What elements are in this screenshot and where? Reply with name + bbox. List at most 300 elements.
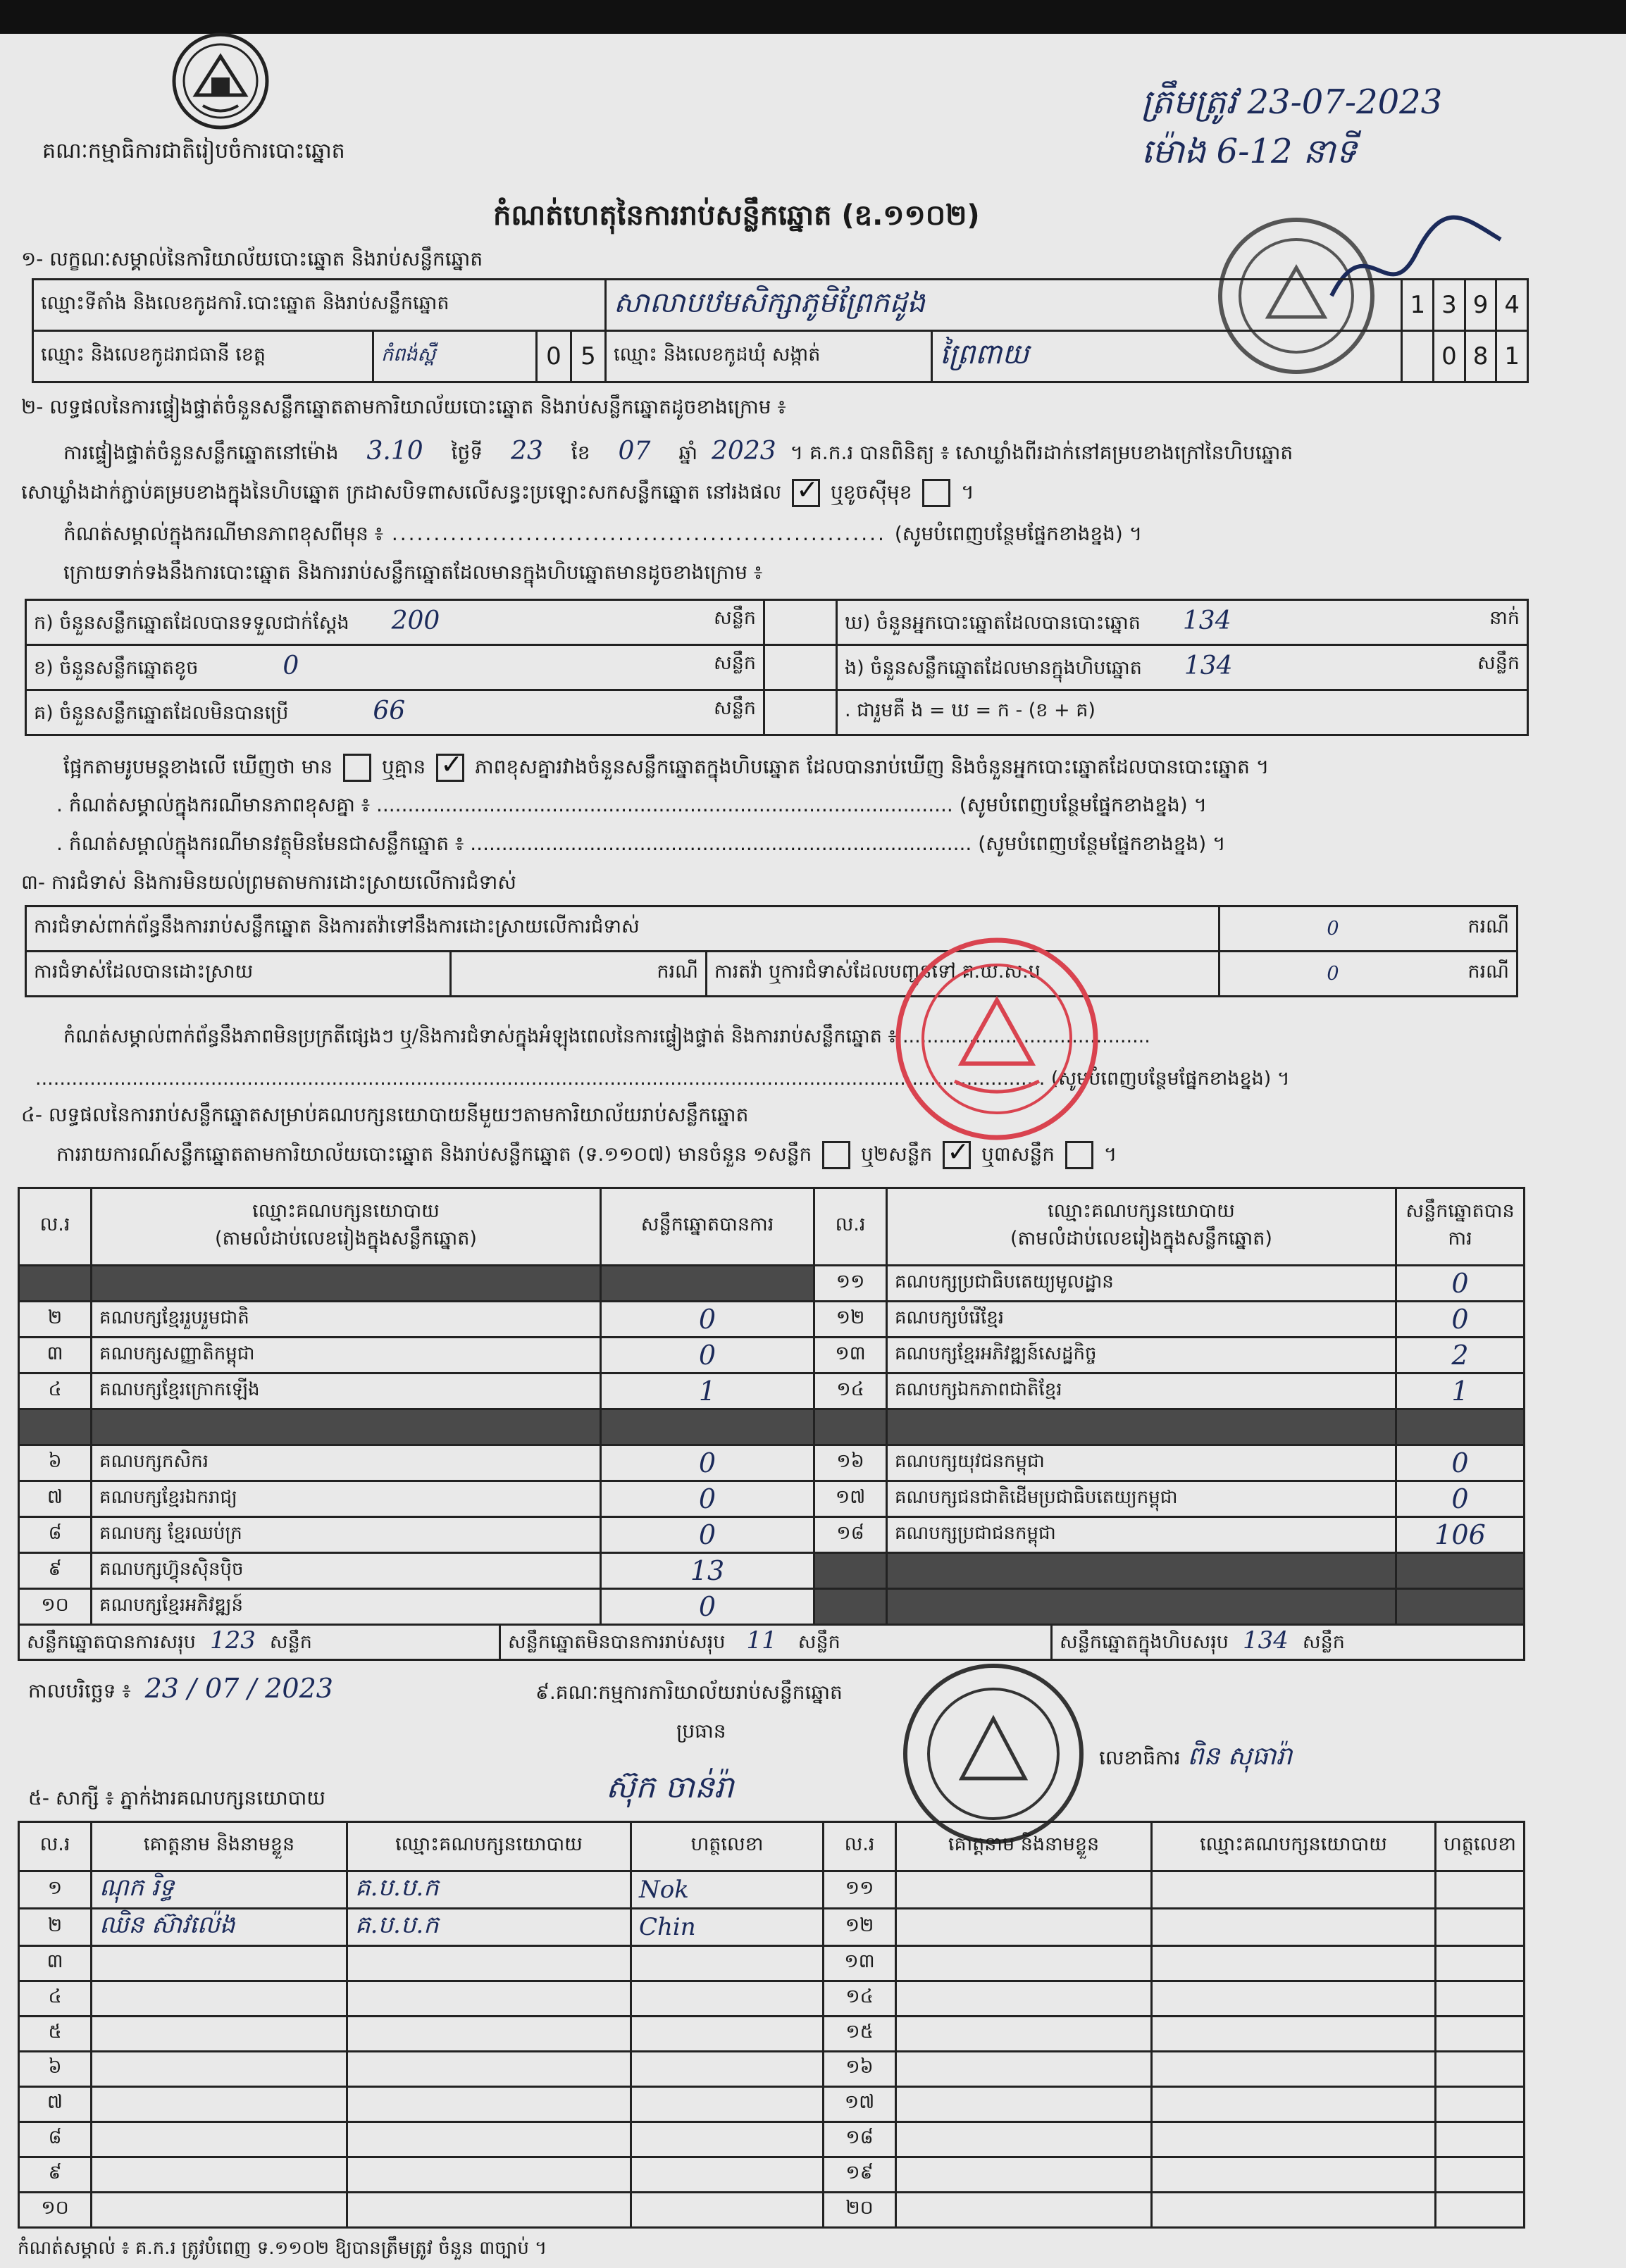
voters-value: 134 [1182,606,1231,635]
irregularity-note-line: កំណត់សម្គាល់ពាក់ព័ន្ធនឹងភាពមិនប្រក្រតីផ្សេងៗ ឬ/និងការជំទាស់ក្នុងអំឡុងពេលនៃការផ្ទៀងផ្ទាត់ និងការរាប់សន្លឹកឆ្នោត ៖ ......................................... [63,1026,1150,1047]
verification-hour-label: ការផ្ទៀងផ្ទាត់ចំនួនសន្លឹកឆ្នោតនៅម៉ោង [63,441,339,464]
chair-name: ស៊ុក ចាន់រ៉ា [606,1769,734,1805]
results-intro: ក្រោយទាក់ទងនឹងការបោះឆ្នោត និងការរាប់សន្លឹកឆ្នោតដែលមានក្នុងហិបឆ្នោតមានដូចខាងក្រោម ៖ [63,561,763,584]
location-code-digit: 1 [1403,280,1433,330]
witness-signature [631,2193,824,2228]
sheet-unit: សន្លឹក [714,697,756,719]
witness-party [347,1981,631,2017]
handwritten-approval-note: ត្រឹមត្រូវ 23-07-2023 ម៉ោង 6-12 នាទី [1141,82,1443,171]
col-party-header: ឈ្មោះគណបក្សនយោបាយ [347,1822,631,1871]
witness-party [347,2017,631,2052]
totals-table [18,1624,1525,1661]
party-row [19,1445,1525,1481]
col-party-header: ឈ្មោះគណបក្សនយោបាយ [1152,1822,1436,1871]
col-no-header: ល.រ [814,1188,887,1266]
unused-ballots-value: 66 [373,696,406,725]
col-party-subtitle: (តាមលំដាប់លេខរៀងក្នុងសន្លឹកឆ្នោត) [1010,1227,1272,1250]
party-number: ៤ [19,1373,92,1409]
party-number: ១៦ [814,1445,887,1481]
witness-signature [631,2017,824,2052]
person-unit: នាក់ [1489,606,1520,629]
sheet-unit: សន្លឹក [269,1631,312,1653]
party-number: ១១ [814,1266,887,1302]
year-label: ឆ្នាំ [678,441,698,464]
witness-name [896,2017,1152,2052]
col-party-title: ឈ្មោះគណបក្សនយោបាយ [1048,1200,1235,1222]
seal-damaged-label: ឬខូចស៊ីមុខ [830,480,912,504]
witness-signature [1436,2052,1525,2087]
col-party-header [887,1188,1396,1266]
col-sign-header: ហត្ថលេខា [631,1822,824,1871]
sheets-two-checkbox[interactable] [943,1141,971,1169]
party-name: គណបក្សឯកភាពជាតិខ្មែរ [887,1373,1396,1409]
seal-damaged-checkbox[interactable] [922,479,950,507]
witness-number: ២ [19,1909,92,1946]
verification-hour: 3.10 [366,437,423,466]
witness-number: ១១ [824,1871,896,1909]
party-number: ៩ [19,1553,92,1589]
party-votes: 0 [601,1481,814,1517]
forwarded-complaints-value: 0 [1220,952,1446,997]
witness-table [18,1821,1525,2229]
total-invalid-cell [500,1625,1052,1660]
irregularity-note-line2: ....................................................................................................................................................................... (សូមបំពេញបន្ថែមផ្នែកខាងខ្នង) ។ [35,1068,1290,1090]
report-sheets-three-label: ឬ៣សន្លឹក [981,1142,1055,1166]
date-line [28,1673,333,1707]
witness-name [896,1909,1152,1946]
witness-signature [631,2087,824,2122]
party-row [19,1589,1525,1625]
party-row [19,1481,1525,1517]
party-votes: 106 [1396,1517,1525,1553]
witness-signature [631,1981,824,2017]
difference-note-label: កំណត់សម្គាល់ក្នុងករណីមានភាពខុសពីមុន ៖ [63,522,383,545]
lock-check-text: ។ គ.ក.រ បានពិនិត្យ ៖ សោឃ្លាំងពីរដាក់នៅគម្របខាងក្រៅនៃហិបឆ្នោត [790,441,1293,464]
party-row [19,1338,1525,1373]
received-ballots-value: 200 [391,606,440,635]
party-votes [601,1409,814,1445]
secretary-name: ពិន សុធារ៉ា [1187,1742,1293,1771]
section3-title: ៣- ការជំទាស់ និងការមិនយល់ព្រមតាមការដោះស្រាយលើការជំទាស់ [21,871,516,894]
col-party-title: ឈ្មោះគណបក្សនយោបាយ [252,1200,440,1222]
party-name [92,1409,601,1445]
witness-party [1152,1871,1436,1909]
witness-row [19,1871,1525,1909]
witness-name [92,1946,347,1981]
date-value: 23 / 07 / 2023 [144,1673,333,1704]
location-code-digit: 4 [1504,291,1520,319]
party-name: គណបក្សខ្មែរក្រោកឡើង [92,1373,601,1409]
witness-name [92,2087,347,2122]
note-foreign-object-line: . កំណត់សម្គាល់ក្នុងករណីមានវត្ថុមិនមែនជាសន្លឹកឆ្នោត ៖ ................................................................................ (សូមបំពេញបន្ថែមផ្នែកខាងខ្នង) ។ [56,832,1226,855]
party-number: ១០ [19,1589,92,1625]
witness-signature [1436,2017,1525,2052]
witness-party [1152,1946,1436,1981]
witness-number: ៨ [19,2122,92,2157]
party-number: ១២ [814,1302,887,1338]
party-row [19,1373,1525,1409]
col-party-subtitle: (តាមលំដាប់លេខរៀងក្នុងសន្លឹកឆ្នោត) [215,1227,477,1250]
ballot-count-table [25,599,1529,736]
party-votes: 0 [601,1589,814,1625]
col-votes-header: សន្លឹកឆ្នោតបានការ [1396,1188,1525,1266]
party-votes [601,1266,814,1302]
witness-name [92,2193,347,2228]
party-votes [1396,1553,1525,1589]
party-row [19,1266,1525,1302]
witness-party [347,2157,631,2193]
party-number: ៦ [19,1445,92,1481]
party-number [19,1266,92,1302]
sheet-unit: សន្លឹក [1302,1631,1345,1653]
witness-signature [1436,2087,1525,2122]
col-name-header: គោត្តនាម និងនាមខ្លួន [896,1822,1152,1871]
col-name-header: គោត្តនាម និងនាមខ្លួន [92,1822,347,1871]
witness-name [896,1981,1152,2017]
witness-name [92,2052,347,2087]
party-number: ៣ [19,1338,92,1373]
total-all-label: សន្លឹកឆ្នោតក្នុងហិបសរុប [1060,1631,1229,1653]
commune-label: ឈ្មោះ និងលេខកូដឃុំ សង្កាត់ [606,331,932,382]
witness-name [896,2157,1152,2193]
witness-signature [1436,1871,1525,1909]
witness-number: ១៣ [824,1946,896,1981]
party-name: គណបក្សយុវជនកម្ពុជា [887,1445,1396,1481]
total-invalid-label: សន្លឹកឆ្នោតមិនបានការរាប់សរុប [508,1631,726,1653]
witness-row [19,1946,1525,1981]
report-sheets-two-label: ឬ២សន្លឹក [861,1142,933,1166]
red-stamp-icon [888,930,1106,1148]
party-votes: 0 [601,1338,814,1373]
witness-party [1152,2087,1436,2122]
col-votes-header: សន្លឹកឆ្នោតបានការ [601,1188,814,1266]
verification-time-line [63,437,1293,469]
commune-code-digit: 8 [1465,332,1496,381]
witness-party [347,2087,631,2122]
party-number: ១៨ [814,1517,887,1553]
party-votes [1396,1589,1525,1625]
witness-row [19,2087,1525,2122]
note-difference-tail: (សូមបំពេញបន្ថែមផ្នែកខាងខ្នង) ។ [959,793,1208,816]
witness-party [1152,2122,1436,2157]
witness-signature: Nok [631,1871,824,1909]
nec-emblem-icon [168,28,273,134]
party-row [19,1517,1525,1553]
witness-party: គ.ប.ប.ក [347,1909,631,1946]
witness-party [1152,2017,1436,2052]
report-sheets-one-label: ការរាយការណ៍សន្លឹកឆ្នោតតាមការិយាល័យបោះឆ្នោត និងរាប់សន្លឹកឆ្នោត (ទ.១១០៧) មានចំនួន ១សន្លឹក [56,1142,812,1166]
location-code-digit: 9 [1465,280,1496,330]
report-sheets-line: ការរាយការណ៍សន្លឹកឆ្នោតតាមការិយាល័យបោះឆ្នោត និងរាប់សន្លឹកឆ្នោត (ទ.១១០៧) មានចំនួន ១សន្លឹក ឬ២សន្លឹក ✓ ឬ៣សន្លឹក ។ [56,1141,1117,1171]
received-ballots-cell [26,600,764,645]
col-no-header: ល.រ [824,1822,896,1871]
party-name: គណបក្សប្រជាជនកម្ពុជា [887,1517,1396,1553]
spoiled-ballots-value: 0 [283,651,299,680]
witness-party [347,2122,631,2157]
witness-number: ១៦ [824,2052,896,2087]
formula-cell: . ជារួមគឺ ង = ឃ = ក - (ខ + គ) [837,690,1528,735]
party-name: គណបក្សហ៊្វុនស៊ិនប៉ិច [92,1553,601,1589]
discrepancy-yes-checkbox[interactable] [343,754,371,782]
party-name: គណបក្សបំរើខ្មែរ [887,1302,1396,1338]
witness-name [92,1981,347,2017]
party-votes: 0 [1396,1266,1525,1302]
party-row [19,1409,1525,1445]
witness-row [19,2052,1525,2087]
witness-signature [1436,1909,1525,1946]
sheet-unit: សន្លឹក [798,1631,840,1653]
witness-number: ៥ [19,2017,92,2052]
form-title: កំណត់ហេតុនៃការរាប់សន្លឹកឆ្នោត (ឧ.១១០២) [493,199,980,232]
col-no-header: ល.រ [19,1188,92,1266]
province-label: ឈ្មោះ និងលេខកូដរាជធានី ខេត្ត [34,332,373,381]
witness-party [1152,2052,1436,2087]
commune-code-digit: 1 [1504,342,1520,370]
party-name: គណបក្ស ខ្មែរឈប់ក្រ [92,1517,601,1553]
unused-ballots-cell [26,690,764,735]
total-invalid-value: 11 [746,1626,777,1655]
complaints-label: ការជំទាស់ពាក់ព័ន្ធនឹងការរាប់សន្លឹកឆ្នោត និងការតវ៉ាទៅនឹងការដោះស្រាយលើការជំទាស់ [26,906,1220,952]
party-name [887,1589,1396,1625]
secretary-label: លេខាធិការ [1099,1746,1181,1769]
irregularity-note-tail: (សូមបំពេញបន្ថែមផ្នែកខាងខ្នង) ។ [1050,1068,1290,1090]
witness-row [19,2157,1525,2193]
witness-number: ១០ [19,2193,92,2228]
section5-title: ៥- សាក្សី ៖ ភ្នាក់ងារគណបក្សនយោបាយ [28,1786,325,1809]
party-number [814,1553,887,1589]
verification-month: 07 [618,437,651,466]
case-unit: ករណី [451,952,707,997]
witness-row [19,2122,1525,2157]
witness-name [896,2122,1152,2157]
footer-note: កំណត់សម្គាល់ ៖ គ.ក.រ ត្រូវបំពេញ ទ.១១០២ ឱ្យបានត្រឹមត្រូវ ចំនួន ៣ច្បាប់ ។ [18,2238,547,2259]
difference-note-tail: (សូមបំពេញបន្ថែមផ្នែកខាងខ្នង) ។ [894,522,1143,545]
col-sign-header: ហត្ថលេខា [1436,1822,1525,1871]
difference-note-line: កំណត់សម្គាល់ក្នុងករណីមានភាពខុសពីមុន ៖ ........................................................... (សូមបំពេញបន្ថែមផ្នែកខាងខ្នង) ។ [63,522,1143,545]
witness-name [92,2122,347,2157]
party-votes [1396,1409,1525,1445]
party-number: ៧ [19,1481,92,1517]
total-all-value: 134 [1242,1626,1289,1655]
ballots-in-box-value: 134 [1184,651,1233,680]
witness-signature [1436,2193,1525,2228]
seal-intact-checkbox[interactable] [792,479,820,507]
witness-signature [631,2052,824,2087]
province-code-digit: 5 [581,342,596,370]
party-name: គណបក្សប្រជាធិបតេយ្យមូលដ្ឋាន [887,1266,1396,1302]
witness-signature [631,1946,824,1981]
witness-signature [1436,1946,1525,1981]
commune-value: ព្រៃពាយ [932,331,1402,382]
party-name [887,1409,1396,1445]
witness-number: ៧ [19,2087,92,2122]
witness-number: ១៥ [824,2017,896,2052]
party-number: ៨ [19,1517,92,1553]
witness-signature [1436,1981,1525,2017]
party-number: ២ [19,1302,92,1338]
sheet-unit: សន្លឹក [714,606,756,629]
witness-number: ១ [19,1871,92,1909]
party-number: ១៣ [814,1338,887,1373]
secretary-line [1099,1740,1292,1777]
witness-number: ១៨ [824,2122,896,2157]
party-votes: 2 [1396,1338,1525,1373]
voters-cell [837,600,1528,645]
forwarded-complaints-label: ការតវ៉ា ឬការជំទាស់ដែលបញ្ជូនទៅ គ.ឃ.ស.ប [707,952,1220,997]
party-votes: 13 [601,1553,814,1589]
witness-signature [631,2157,824,2193]
party-number: ១៤ [814,1373,887,1409]
sheet-unit: សន្លឹក [1477,652,1520,674]
sheets-one-checkbox[interactable] [822,1141,850,1169]
party-votes: 1 [601,1373,814,1409]
party-name: គណបក្សកសិករ [92,1445,601,1481]
witness-signature [631,2122,824,2157]
sheets-three-checkbox[interactable] [1065,1141,1093,1169]
witness-row [19,1981,1525,2017]
location-name-value: សាលាបឋមសិក្សាភូមិព្រែកដូង [606,280,1402,331]
total-valid-cell [19,1625,500,1660]
party-name: គណបក្សជនជាតិដើមប្រជាធិបតេយ្យកម្ពុជា [887,1481,1396,1517]
witness-name [896,1871,1152,1909]
note-foreign-object-tail: (សូមបំពេញបន្ថែមផ្នែកខាងខ្នង) ។ [978,832,1226,855]
party-votes: 0 [601,1445,814,1481]
witness-row [19,2193,1525,2228]
location-code-digit: 3 [1434,280,1465,330]
date-label: កាលបរិច្ឆេទ ៖ [28,1679,131,1702]
witness-number: ៩ [19,2157,92,2193]
witness-party [347,2052,631,2087]
witness-party: គ.ប.ប.ក [347,1871,631,1909]
case-unit: ករណី [1446,952,1518,997]
ballots-in-box-cell [837,645,1528,690]
party-number: ១៧ [814,1481,887,1517]
party-name [887,1553,1396,1589]
col-no-header: ល.រ [19,1822,92,1871]
location-table [32,278,1529,383]
province-value: កំពង់ស្ពឺ [373,332,537,381]
discrepancy-detail: ភាពខុសគ្នារវាងចំនួនសន្លឹកឆ្នោតក្នុងហិបឆ្នោត ដែលបានរាប់ឃើញ និងចំនួនអ្នកបោះឆ្នោតដែលបានបោះឆ្នោត ។ [475,755,1270,778]
witness-signature [1436,2157,1525,2193]
total-valid-value: 123 [209,1626,256,1655]
col-party-header [92,1188,601,1266]
party-number [814,1589,887,1625]
witness-name [896,2193,1152,2228]
witness-name: ឈិន ស៊ាវល៉េង [92,1909,347,1946]
witness-party [1152,2157,1436,2193]
witness-number: ១៧ [824,2087,896,2122]
party-name: គណបក្សខ្មែរអភិវឌ្ឍន៍សេដ្ឋកិច្ច [887,1338,1396,1373]
month-label: ខែ [571,441,590,464]
complaints-value: 0 [1220,906,1446,952]
party-name: គណបក្សខ្មែរឯករាជ្យ [92,1481,601,1517]
verification-day: 23 [511,437,543,466]
party-votes: 0 [1396,1445,1525,1481]
spoiled-ballots-label: ខ) ចំនួនសន្លឹកឆ្នោតខូច [34,656,199,679]
party-row [19,1553,1525,1589]
witness-name: ណុក រិទ្ធ [92,1871,347,1909]
witness-signature: Chin [631,1909,824,1946]
resolved-complaints-label: ការជំទាស់ដែលបានដោះស្រាយ [26,952,451,997]
spoiled-ballots-cell [26,645,764,690]
party-name [92,1266,601,1302]
witness-number: ១២ [824,1909,896,1946]
voters-label: ឃ) ចំនួនអ្នកបោះឆ្នោតដែលបានបោះឆ្នោត [845,611,1141,634]
witness-name [896,2052,1152,2087]
witness-name [896,1946,1152,1981]
section4-title: ៤- លទ្ធផលនៃការរាប់សន្លឹកឆ្នោតសម្រាប់គណបក្សនយោបាយនីមួយៗតាមការិយាល័យរាប់សន្លឹកឆ្នោត [21,1103,749,1126]
witness-party [347,1946,631,1981]
witness-number: ៤ [19,1981,92,2017]
irregularity-note-label: កំណត់សម្គាល់ពាក់ព័ន្ធនឹងភាពមិនប្រក្រតីផ្សេងៗ ឬ/និងការជំទាស់ក្នុងអំឡុងពេលនៃការផ្ទៀងផ្ទាត់ និងការរាប់សន្លឹកឆ្នោត ៖ [63,1026,897,1047]
province-code-digit: 0 [537,332,571,381]
witness-number: ១៤ [824,1981,896,2017]
case-unit: ករណី [1446,906,1518,952]
discrepancy-no-checkbox[interactable] [436,754,464,782]
total-all-cell [1052,1625,1525,1660]
witness-row [19,2017,1525,2052]
discrepancy-no-label: ឬគ្មាន [381,755,426,778]
received-ballots-label: ក) ចំនួនសន្លឹកឆ្នោតដែលបានទទួលជាក់ស្តែង [34,611,349,634]
witness-party [1152,1909,1436,1946]
party-number [19,1409,92,1445]
location-name-label: ឈ្មោះទីតាំង និងលេខកូដការិ.បោះឆ្នោត និងរាប់សន្លឹកឆ្នោត [33,280,606,331]
witness-name [92,2157,347,2193]
party-row [19,1302,1525,1338]
section2-title: ២- លទ្ធផលនៃការផ្ទៀងផ្ទាត់ចំនួនសន្លឹកឆ្នោតតាមការិយាល័យបោះឆ្នោត និងរាប់សន្លឹកឆ្នោតដូចខាងក្រោម ៖ [21,395,786,418]
sheet-unit: សន្លឹក [714,652,756,674]
verification-year: 2023 [712,437,776,466]
party-votes: 0 [1396,1481,1525,1517]
party-number [814,1409,887,1445]
party-name: គណបក្សសញ្ញាតិកម្ពុជា [92,1338,601,1373]
discrepancy-text: ផ្អែកតាមរូបមន្តខាងលើ ឃើញថា មាន [63,755,333,778]
unused-ballots-label: គ) ចំនួនសន្លឹកឆ្នោតដែលមិនបានប្រើ [34,702,289,724]
party-votes: 0 [601,1517,814,1553]
witness-number: ១៩ [824,2157,896,2193]
party-votes: 1 [1396,1373,1525,1409]
committee-label: ៩.គណៈកម្មការការិយាល័យរាប់សន្លឹកឆ្នោត [535,1681,843,1704]
seal-check-text: សោឃ្លាំងដាក់ភ្ជាប់គម្របខាងក្នុងនៃហិបឆ្នោត ក្រដាសបិទពាសលើសន្ធះប្រឡោះសកសន្លឹកឆ្នោត នៅរងផល [21,480,782,504]
party-votes: 0 [601,1302,814,1338]
witness-signature [1436,2122,1525,2157]
day-label: ថ្ងៃទី [451,441,483,464]
party-name: គណបក្សខ្មែររួបរួមជាតិ [92,1302,601,1338]
note-difference-label: . កំណត់សម្គាល់ក្នុងករណីមានភាពខុសគ្នា ៖ [56,793,371,816]
note-difference-line: . កំណត់សម្គាល់ក្នុងករណីមានភាពខុសគ្នា ៖ ............................................................................................ (សូមបំពេញបន្ថែមផ្នែកខាងខ្នង) ។ [56,793,1208,816]
chair-label: ប្រធាន [676,1719,726,1743]
witness-number: ២០ [824,2193,896,2228]
complaints-table [25,905,1518,997]
witness-number: ៦ [19,2052,92,2087]
witness-number: ៣ [19,1946,92,1981]
party-results-table [18,1187,1525,1626]
witness-party [347,2193,631,2228]
agency-name: គណៈកម្មាធិការជាតិរៀបចំការបោះឆ្នោត [42,139,345,163]
seal-check-line: សោឃ្លាំងដាក់ភ្ជាប់គម្របខាងក្នុងនៃហិបឆ្នោត ក្រដាសបិទពាសលើសន្ធះប្រឡោះសកសន្លឹកឆ្នោត នៅរងផល ✓ ឬខូចស៊ីមុខ ។ [21,479,974,509]
witness-name [92,2017,347,2052]
total-valid-label: សន្លឹកឆ្នោតបានការសរុប [27,1631,196,1653]
discrepancy-line [63,754,1269,783]
ballots-in-box-label: ង) ចំនួនសន្លឹកឆ្នោតដែលមានក្នុងហិបឆ្នោត [845,656,1142,679]
note-foreign-object-label: . កំណត់សម្គាល់ក្នុងករណីមានវត្ថុមិនមែនជាសន្លឹកឆ្នោត ៖ [56,832,464,855]
section1-title: ១- លក្ខណៈសម្គាល់នៃការិយាល័យបោះឆ្នោត និងរាប់សន្លឹកឆ្នោត [21,247,483,270]
witness-party [1152,2193,1436,2228]
witness-party [1152,1981,1436,2017]
party-votes: 0 [1396,1302,1525,1338]
party-name: គណបក្សខ្មែរអភិវឌ្ឍន៍ [92,1589,601,1625]
witness-row [19,1909,1525,1946]
